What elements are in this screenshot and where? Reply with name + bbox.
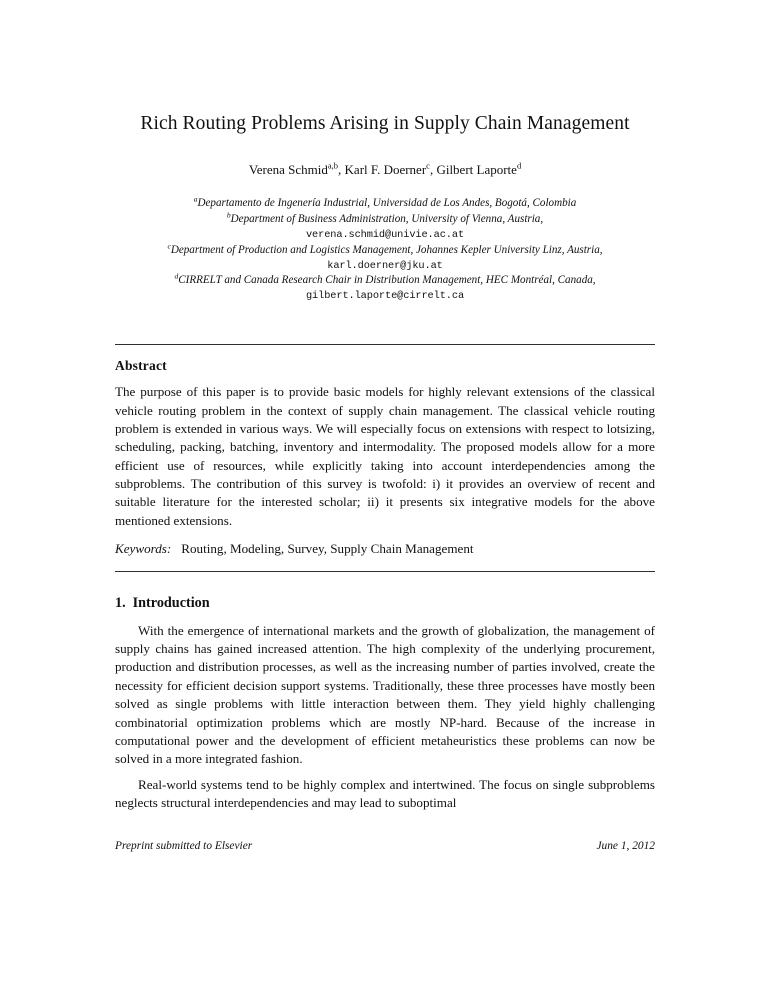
footer-left-text: Preprint submitted to Elsevier [115, 840, 253, 852]
author-separator-1: , [338, 162, 345, 178]
author-name-3: Gilbert Laporte [436, 162, 517, 178]
footer-date: June 1, 2012 [596, 840, 655, 852]
affiliation-b [115, 212, 655, 228]
affiliation-c [115, 243, 655, 259]
author-name-1: Verena Schmid [248, 162, 328, 178]
keywords-line [115, 540, 655, 558]
paragraph: With the emergence of international markets and the growth of globalization, the management of supply chains has gained increased attention. The high complexity of the underlying procurement, production and distribution processes, as well as the increasing number of parties involved, create the necessity for efficient decision support systems. Traditionally, these three processes have mostly been solved as single problems with little interaction between them. They yield highly challenging combinatorial optimization problems which are mostly NP-hard. Because of the increase in computational power and the development of efficient metaheuristics these problems can now be solved in a more integrated fashion. [115, 622, 655, 767]
affiliation-marker-c: c [167, 241, 171, 251]
email-verena[interactable]: verena.schmid@univie.ac.at [305, 228, 465, 241]
author-list [115, 162, 655, 178]
section-number: 1. [115, 594, 126, 611]
abstract-text: The purpose of this paper is to provide basic models for highly relevant extensions of the classical vehicle routing problem in the context of supply chain management. The classical vehicle routing problem is extended in various ways. We will especially focus on extensions with respect to lotsizing, scheduling, packing, batching, inventory and intermodality. The proposed models allow for a more efficient use of resources, while explicitly taking into account interdependencies among the subproblems. The contribution of this survey is twofold: i) it provides an overview of recent and suitable literature for the interested scholar; ii) it presents six integrative models for the above mentioned extensions. [115, 384, 655, 528]
paragraph: Real-world systems tend to be highly complex and intertwined. The focus on single subproblems neglects structural interdependencies and may lead to suboptimal [115, 776, 655, 811]
affiliation-marker-a: a [193, 194, 198, 204]
section-title: Introduction [132, 594, 210, 611]
affiliation-marker-b: b [226, 210, 231, 220]
affiliation-text-a: Departamento de Ingenería Industrial, Universidad de Los Andes, Bogotá, Colombia [197, 197, 577, 210]
author-affil-marker-3: d [516, 161, 522, 172]
affiliation-block [115, 196, 655, 304]
abstract-top-rule [115, 344, 655, 345]
affiliation-a [115, 196, 655, 212]
author-affil-marker-1: a,b [327, 161, 339, 172]
author-name-2: Karl F. Doerner [344, 162, 427, 178]
paper-content [115, 0, 655, 813]
affiliation-text-c: Department of Production and Logistics Management, Johannes Kepler University Linz, Austria, [170, 243, 603, 256]
affiliation-text-d: CIRRELT and Canada Research Chair in Distribution Management, HEC Montréal, Canada, [178, 274, 596, 287]
keywords-label: Keywords: [115, 541, 172, 557]
abstract-bottom-rule [115, 571, 655, 572]
email-karl[interactable]: karl.doerner@jku.at [327, 259, 443, 272]
section-heading-introduction [115, 595, 655, 612]
abstract-heading: Abstract [115, 358, 167, 374]
author-separator-2: , [429, 162, 437, 178]
affiliation-marker-d: d [174, 271, 179, 281]
author-affil-marker-2: c [426, 161, 430, 172]
page-footer [115, 840, 655, 852]
affiliation-d [115, 273, 655, 289]
keywords-values: Routing, Modeling, Survey, Supply Chain Management [181, 541, 474, 557]
email-gilbert[interactable]: gilbert.laporte@cirrelt.ca [305, 290, 465, 303]
page-title: Rich Routing Problems Arising in Supply Chain Management [140, 113, 630, 134]
affiliation-text-b: Department of Business Administration, University of Vienna, Austria, [230, 213, 544, 226]
